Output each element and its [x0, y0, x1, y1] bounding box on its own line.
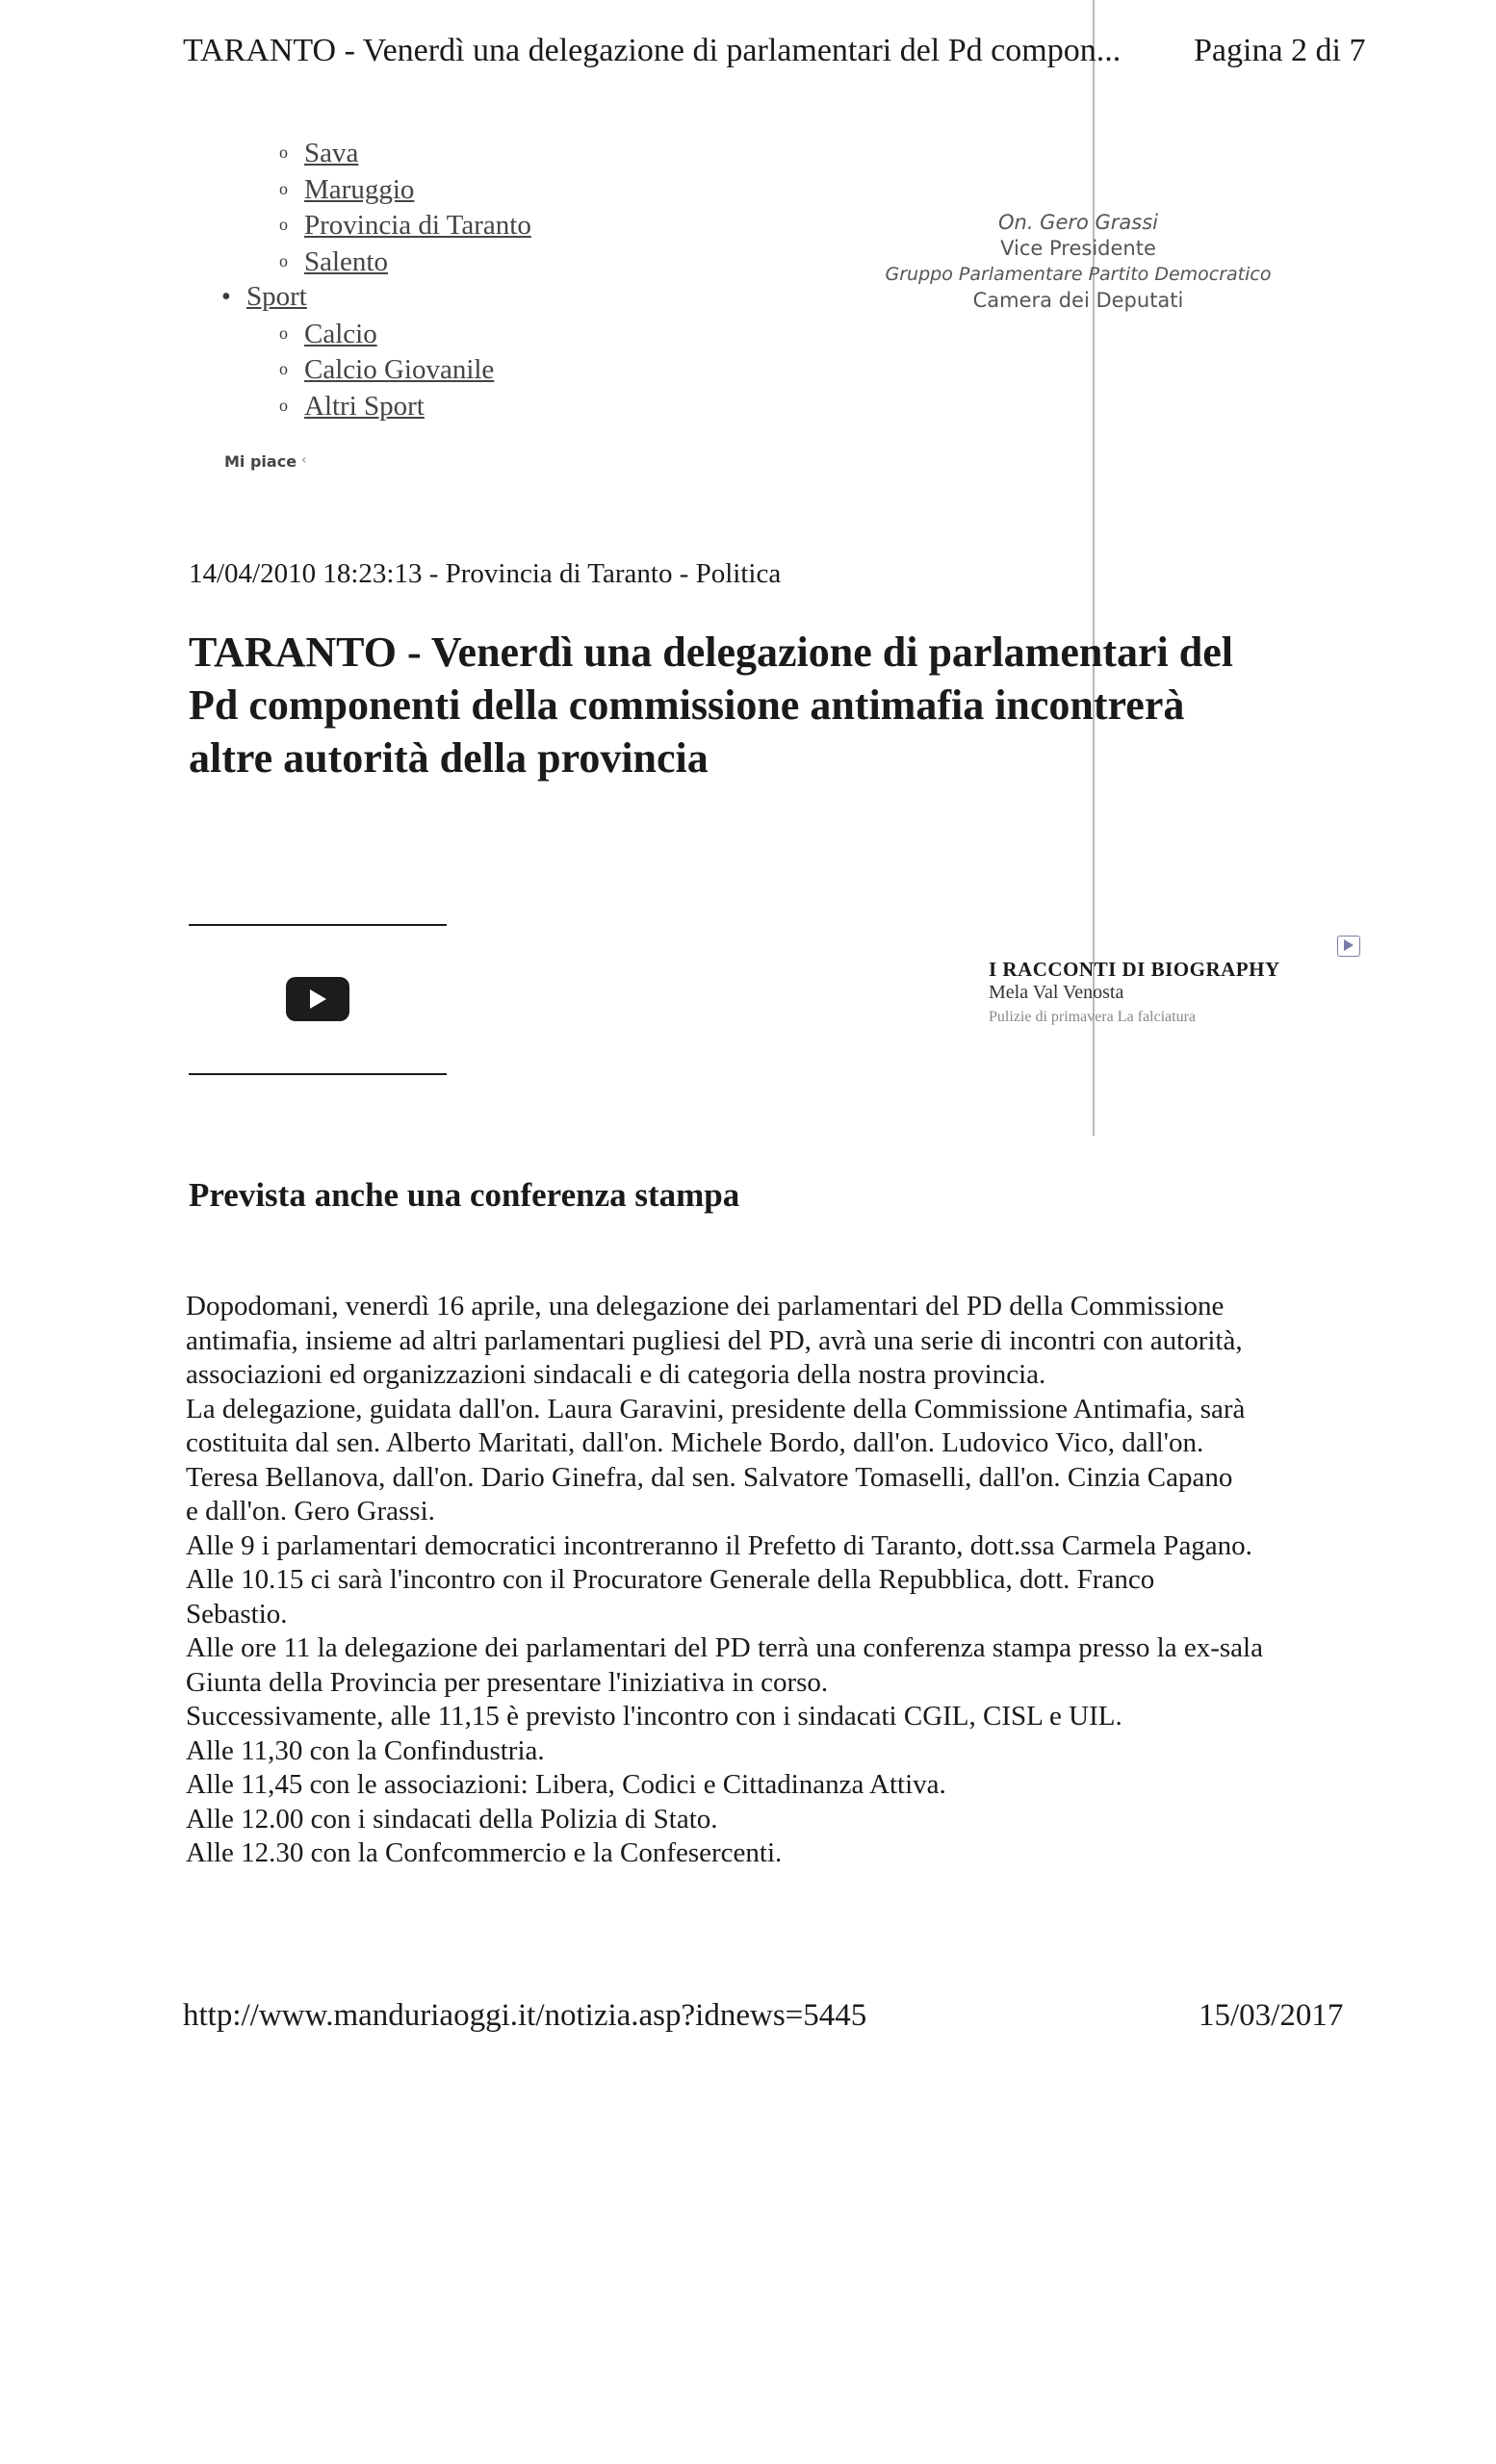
nav-item[interactable] [221, 244, 531, 280]
print-header-title: TARANTO - Venerdì una delegazione di parlamentari del Pd compon... [183, 33, 1122, 68]
article-body-line: Sebastio. [186, 1598, 288, 1630]
article-dateline: 14/04/2010 18:23:13 - Provincia di Taranto - Politica [189, 558, 782, 589]
article-body-line: Alle 11,45 con le associazioni: Libera, Codici e Cittadinanza Attiva. [186, 1769, 946, 1800]
nav-item-label[interactable]: Calcio Giovanile [304, 354, 495, 385]
article-title-line: altre autorità della provincia [189, 734, 709, 782]
nav-item-label[interactable]: Maruggio [304, 173, 415, 205]
article-body-line: La delegazione, guidata dall'on. Laura Garavini, presidente della Commissione Antimafia, sarà [186, 1393, 1246, 1424]
sponsor-chamber: Camera dei Deputati [972, 289, 1184, 312]
nav-item[interactable] [221, 316, 531, 352]
print-header-page-number: Pagina 2 di 7 [1194, 33, 1366, 68]
nav-bullet: • [221, 282, 231, 312]
nav-item[interactable] [221, 171, 531, 208]
category-nav-list [221, 135, 531, 424]
article-body-line: Giunta della Provincia per presentare l'iniziativa in corso. [186, 1666, 829, 1698]
sponsor-group: Gruppo Parlamentare Partito Democratico [885, 264, 1272, 285]
article-body-line: Alle 10.15 ci sarà l'incontro con il Procuratore Generale della Repubblica, dott. Franco [186, 1564, 1155, 1595]
nav-bullet: o [279, 395, 288, 415]
nav-item-label[interactable]: Sava [304, 138, 359, 168]
ad-description: Pulizie di primavera La falciatura [989, 1009, 1197, 1025]
nav-bullet: o [279, 359, 288, 378]
ad-bottom-rule [189, 1073, 447, 1075]
article-body-line: Alle ore 11 la delegazione dei parlamentari del PD terrà una conferenza stampa presso la ex-sala [186, 1632, 1263, 1663]
nav-item-label[interactable]: Altri Sport [304, 390, 425, 422]
ad-top-rule [189, 924, 447, 926]
article-body-line: Successivamente, alle 11,15 è previsto l'incontro con i sindacati CGIL, CISL e UIL. [186, 1701, 1122, 1732]
nav-bullet: o [279, 250, 288, 270]
nav-item[interactable] [221, 135, 531, 171]
nav-bullet: o [279, 178, 288, 198]
article-body-line: e dall'on. Gero Grassi. [186, 1496, 435, 1527]
nav-item[interactable] [221, 207, 531, 244]
sponsor-role: Vice Presidente [1000, 237, 1156, 260]
article-body [186, 1290, 1399, 1871]
nav-item-label[interactable]: Sport [246, 281, 307, 312]
ad-title[interactable]: I RACCONTI DI BIOGRAPHY [989, 958, 1280, 981]
nav-item[interactable] [221, 351, 531, 388]
nav-item[interactable] [221, 388, 531, 424]
article-body-line: Alle 12.00 con i sindacati della Polizia di Stato. [186, 1803, 718, 1835]
article-body-line: Alle 11,30 con la Confindustria. [186, 1734, 545, 1766]
article-body-line: Alle 12.30 con la Confcommercio e la Confesercenti. [186, 1837, 783, 1868]
print-footer-url: http://www.manduriaoggi.it/notizia.asp?idnews=5445 [183, 1998, 867, 2033]
article-body-line: costituita dal sen. Alberto Maritati, dall'on. Michele Bordo, dall'on. Ludovico Vico, dall'on. [186, 1427, 1204, 1458]
nav-item-label[interactable]: Salento [304, 245, 388, 277]
like-count-arrow-icon: ‹ [301, 452, 307, 468]
article-title [189, 626, 1373, 784]
article-title-line: Pd componenti della commissione antimafia incontrerà [189, 681, 1185, 729]
nav-bullet: o [279, 215, 288, 234]
article-body-line: Dopodomani, venerdì 16 aprile, una delegazione dei parlamentari del PD della Commissione [186, 1291, 1225, 1322]
nav-item-label[interactable]: Provincia di Taranto [304, 210, 531, 241]
nav-bullet: o [279, 142, 288, 162]
article-title-line: TARANTO - Venerdì una delegazione di parlamentari del [189, 629, 1233, 676]
ad-subtitle: Mela Val Venosta [989, 982, 1124, 1003]
article-body-line: antimafia, insieme ad altri parlamentari pugliesi del PD, avrà una serie di incontri con autorità, [186, 1324, 1243, 1356]
nav-item[interactable] [221, 279, 531, 316]
like-button[interactable]: Mi piace [224, 452, 297, 471]
article-body-line: associazioni ed organizzazioni sindacali e di categoria della nostra provincia. [186, 1359, 1046, 1390]
nav-bullet: o [279, 322, 288, 343]
sponsor-name: On. Gero Grassi [997, 211, 1159, 234]
nav-item-label[interactable]: Calcio [304, 318, 377, 349]
print-footer-date: 15/03/2017 [1199, 1998, 1344, 2033]
adchoices-icon[interactable] [1337, 936, 1360, 957]
sponsor-banner[interactable] [838, 210, 1319, 314]
article-subheading: Prevista anche una conferenza stampa [189, 1176, 740, 1214]
article-body-line: Teresa Bellanova, dall'on. Dario Ginefra, dal sen. Salvatore Tomaselli, dall'on. Cinzia Capano [186, 1461, 1233, 1493]
article-body-line: Alle 9 i parlamentari democratici incontreranno il Prefetto di Taranto, dott.ssa Carmela Pagano. [186, 1529, 1252, 1561]
play-icon[interactable] [286, 977, 349, 1021]
